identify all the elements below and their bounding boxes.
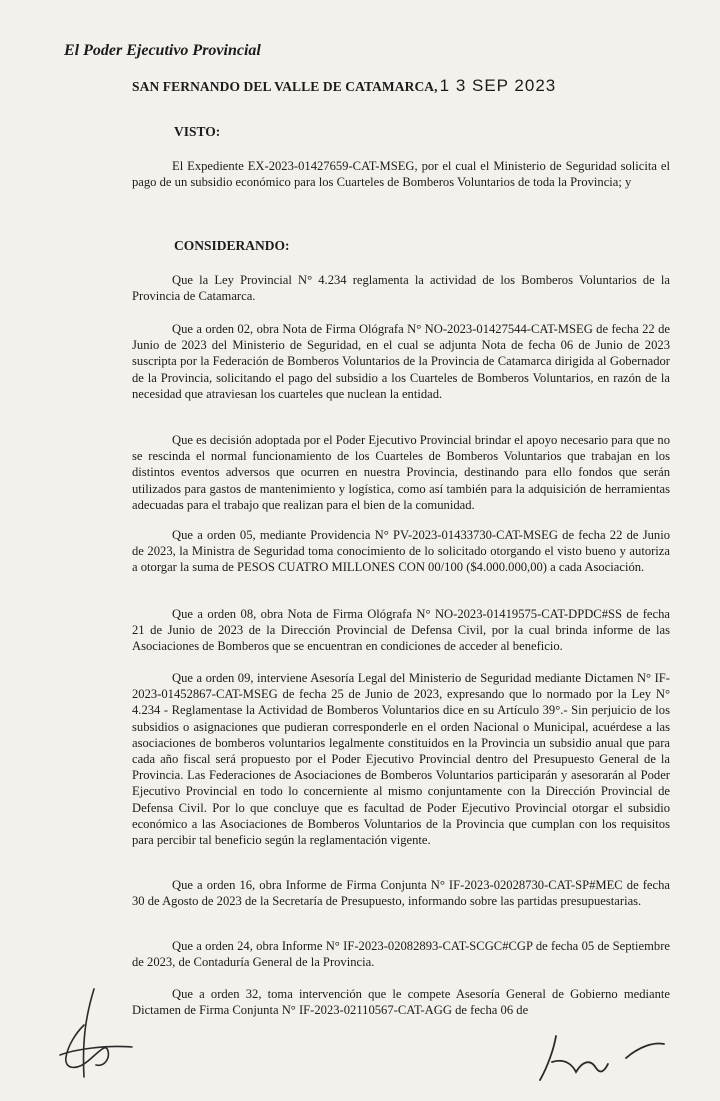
visto-paragraph: El Expediente EX-2023-01427659-CAT-MSEG, por el cual el Ministerio de Seguridad solicita el pago de un subsidio económico para los Cuarteles de Bomberos Voluntarios de toda la Provincia; y [132,159,670,190]
stamp-date: 1 3 SEP 2023 [439,76,557,95]
considerando-paragraph-8: Que a orden 24, obra Informe N° IF-2023-02082893-CAT-SCGC#CGP de fecha 05 de Septiembre de 2023, de Contaduría General de la Provincia. [132,939,670,970]
considerando-paragraph-7: Que a orden 16, obra Informe de Firma Conjunta N° IF-2023-02028730-CAT-SP#MEC de fecha 30 de Agosto de 2023 de la Secretaría de Presupuesto, informando sobre las partidas presupuestarias. [132,878,670,909]
considerando-paragraph-9: Que a orden 32, toma intervención que le compete Asesoría General de Gobierno mediante Dictamen de Firma Conjunta N° IF-2023-02110567-CAT-AGG de fecha 06 de [132,987,670,1018]
considerando-paragraph-3: Que es decisión adoptada por el Poder Ejecutivo Provincial brindar el apoyo necesario para que no se rescinda el normal funcionamiento de los Cuarteles de Bomberos Voluntarios que trabajan en los distintos eventos adversos que ocurren en nuestra Provincia, destinando para ello fondos que serán utilizados para gastos de mantenimiento y logística, como así también para la adquisición de herramientas adecuadas para el trabajo que realizan para el bien de la comunidad. [132,433,670,512]
visto-heading: VISTO: [174,124,221,139]
place-date-line [132,76,556,96]
place-name: SAN FERNANDO DEL VALLE DE CATAMARCA, [132,79,438,94]
issuer-heading: El Poder Ejecutivo Provincial [64,42,261,59]
signature-right-icon [530,1028,670,1088]
considerando-heading: CONSIDERANDO: [174,238,290,253]
considerando-paragraph-1: Que la Ley Provincial N° 4.234 reglamenta la actividad de los Bomberos Voluntarios de la Provincia de Catamarca. [132,273,670,304]
considerando-paragraph-4: Que a orden 05, mediante Providencia N° PV-2023-01433730-CAT-MSEG de fecha 22 de Junio de 2023, la Ministra de Seguridad toma conocimiento de lo solicitado otorgando el visto bueno y autoriza a otorgar la suma de PESOS CUATRO MILLONES CON 00/100 ($4.000.000,00) a cada Asociación. [132,528,670,575]
considerando-paragraph-6: Que a orden 09, interviene Asesoría Legal del Ministerio de Seguridad mediante Dictamen N° IF-2023-01452867-CAT-MSEG de fecha 25 de Junio de 2023, expresando que lo normado por la Ley N° 4.234 - Reglamentase la Actividad de Bomberos Voluntarios dice en su Artículo 39°.- Sin perjuicio de los subsidios o asignaciones que pudieran corresponderle en el orden Nacional o Municipal, acuérdese a las asociaciones de bomberos voluntarios legalmente constituidos en la Provincia un subsidio anual que para cada año fiscal será propuesto por el Poder Ejecutivo Provincial dentro del Presupuesto General de la Provincia. Las Federaciones de Asociaciones de Bomberos Voluntarios participarán y asesorarán al Poder Ejecutivo Provincial en todo lo concerniente al mismo conjuntamente con la Dirección Provincial de Defensa Civil. Por lo que concluye que es facultad de Poder Ejecutivo Provincial otorgar el subsidio económico a las Asociaciones de Bomberos Voluntarios de la Provincia que cumplan con los requisitos para percibir tal beneficio según la reglamentación vigente. [132,671,670,848]
signature-left-icon [46,985,136,1085]
considerando-paragraph-2: Que a orden 02, obra Nota de Firma Ológrafa N° NO-2023-01427544-CAT-MSEG de fecha 22 de Junio de 2023 del Ministerio de Seguridad, en el cual se adjunta Nota de fecha 06 de Junio de 2023 suscripta por la Federación de Bomberos Voluntarios de la Provincia de Catamarca dirigida al Gobernador de la Provincia, solicitando el pago del subsidio a los Cuarteles de Bomberos Voluntarios, en razón de la necesidad que atraviesan los cuarteles que nuclean la entidad. [132,322,670,401]
considerando-paragraph-5: Que a orden 08, obra Nota de Firma Ológrafa N° NO-2023-01419575-CAT-DPDC#SS de fecha 21 de Junio de 2023 de la Dirección Provincial de Defensa Civil, por la cual brinda informe de las Asociaciones de Bomberos que se encuentran en condiciones de acceder al beneficio. [132,607,670,654]
